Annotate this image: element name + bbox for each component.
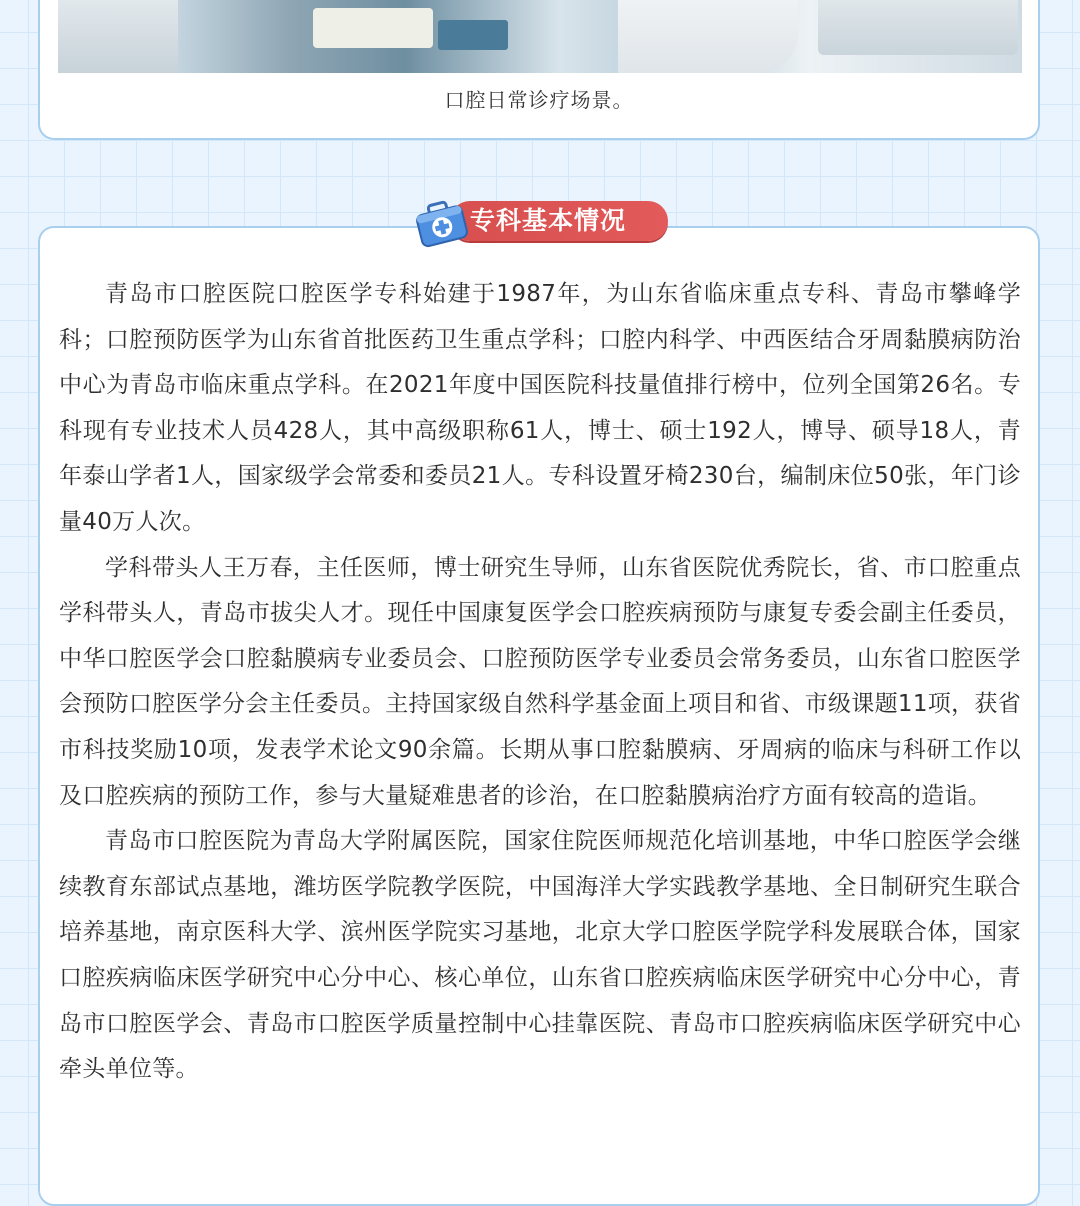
paragraph-teaching-bases: 青岛市口腔医院为青岛大学附属医院，国家住院医师规范化培训基地，中华口腔医学会继续教育东部试点基地，潍坊医学院教学医院，中国海洋大学实践教学基地、全日制研究生联合培养基地，南京医科大学、滨州医学院实习基地，北京大学口腔医学院学科发展联合体，国家口腔疾病临床医学研究中心分中心、核心单位，山东省口腔疾病临床医学研究中心分中心，青岛市口腔医学会、青岛市口腔医学质量控制中心挂靠医院、青岛市口腔疾病临床医学研究中心牵头单位等。: [59, 828, 1021, 1083]
clinic-photo: [58, 0, 1022, 73]
photo-dental-chair: [313, 8, 433, 48]
paragraph-specialty-overview: 青岛市口腔医院口腔医学专科始建于1987年，为山东省临床重点专科、青岛市攀峰学科；口腔预防医学为山东省首批医药卫生重点学科；口腔内科学、中西医结合牙周黏膜病防治中心为青岛市临床重点学科。在2021年度中国医院科技量值排行榜中，位列全国第26名。专科现有专业技术人员428人，其中高级职称61人，博士、硕士192人，博导、硕导18人，青年泰山学者1人，国家级学会常委和委员21人。专科设置牙椅230台，编制床位50张，年门诊量40万人次。: [59, 281, 1021, 535]
photo-dental-unit: [618, 0, 798, 73]
photo-caption: 口腔日常诊疗场景。: [444, 88, 634, 112]
photo-doctor-coat: [58, 0, 178, 73]
photo-monitor: [818, 0, 1018, 55]
paragraph-discipline-leader: 学科带头人王万春，主任医师，博士研究生导师，山东省医院优秀院长，省、市口腔重点学科带头人，青岛市拔尖人才。现任中国康复医学会口腔疾病预防与康复专委会副主任委员，中华口腔医学会口腔黏膜病专业委员会、口腔预防医学专业委员会常务委员，山东省口腔医学会预防口腔医学分会主任委员。主持国家级自然科学基金面上项目和省、市级课题11项，获省市科技奖励10项，发表学术论文90余篇。长期从事口腔黏膜病、牙周病的临床与科研工作以及口腔疾病的预防工作，参与大量疑难患者的诊治，在口腔黏膜病治疗方面有较高的造诣。: [59, 554, 1021, 809]
photo-equipment-tray: [438, 20, 508, 50]
section-title-badge: [414, 196, 668, 248]
section-title: 专科基本情况: [470, 206, 627, 235]
medical-kit-icon: [414, 198, 472, 248]
photo-card: [38, 0, 1040, 140]
article-body: [59, 272, 1021, 1093]
